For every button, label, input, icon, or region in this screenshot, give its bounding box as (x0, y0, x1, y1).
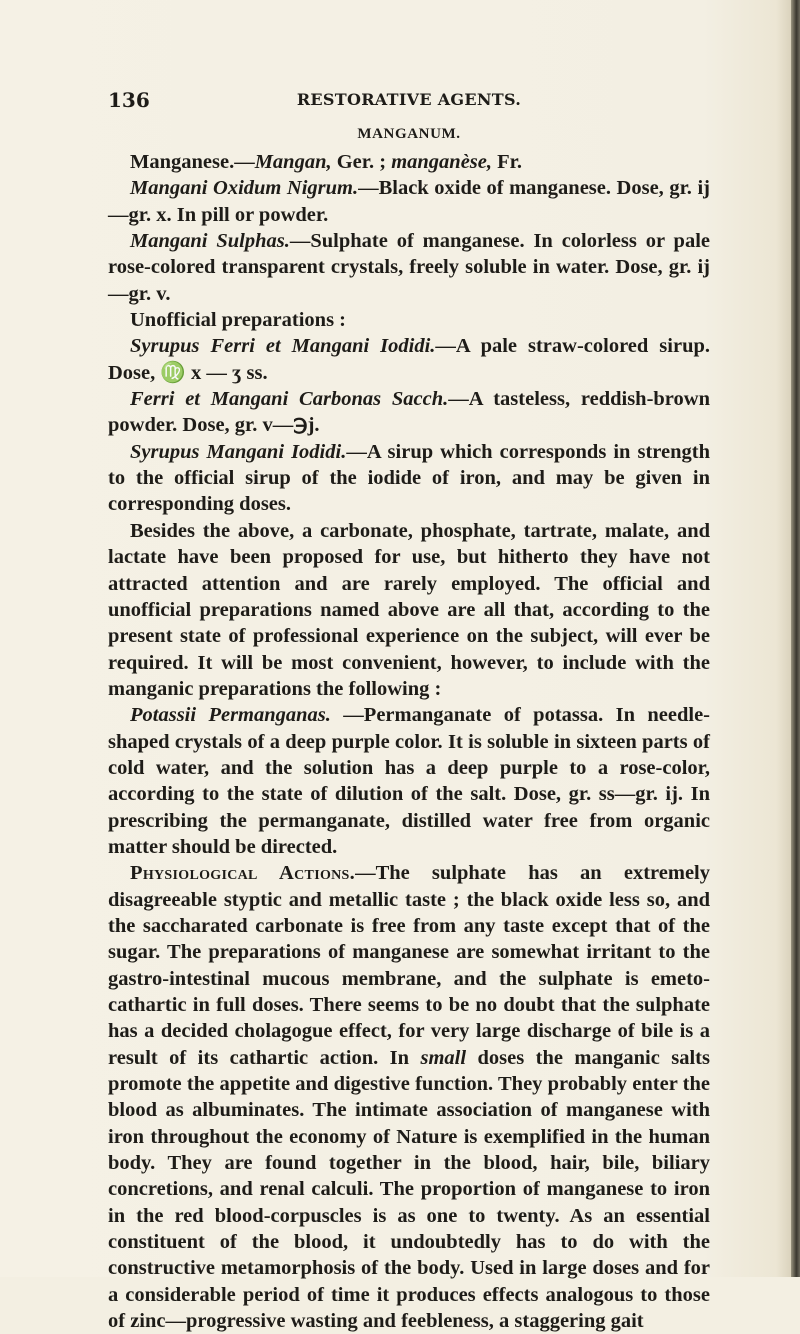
paragraph (108, 439, 710, 518)
italic-term: small (420, 1046, 467, 1069)
section-heading-run: Physiological Actions. (130, 862, 356, 885)
text-run: —A tasteless, reddish-brown powder. Dose, gr. v—℈j. (108, 388, 710, 437)
text-run: —Permanganate of potassa. In needle-shaped crystals of a deep purple color. It is soluble in sixteen parts of cold water, and the solution has a deep purple to a rose-color, according to the state of dilution of the salt. Dose, gr. ss—gr. ij. In prescribing the permanganate, distilled water free from organic matter should be directed. (108, 704, 710, 858)
paragraph (108, 175, 710, 228)
italic-term: Mangani Oxidum Nigrum. (130, 177, 359, 200)
paragraph-list (108, 149, 710, 1334)
italic-term: Ferri et Mangani Carbonas Sacch. (130, 388, 449, 411)
running-head: RESTORATIVE AGENTS. (296, 90, 522, 109)
paragraph (108, 860, 710, 1334)
paragraph (108, 149, 710, 175)
text-run: —The sulphate has an extremely disagreeable styptic and metallic taste ; the black oxide less so, and the saccharated carbonate is free from any taste except that of the sugar. The preparations of manganese are somewhat irritant to the gastro-intestinal mucous membrane, and the sulphate is emeto-cathartic in full doses. There seems to be no doubt that the sulphate has a decided cholagogue effect, for very large discharge of bile is a result of its cathartic action. In (108, 862, 710, 1069)
text-run: Fr. (492, 151, 523, 173)
paragraph (108, 702, 710, 860)
text-run: Ger. ; (331, 151, 392, 173)
page-body (108, 124, 710, 1334)
text-run: —Black oxide of manganese. Dose, gr. ij—gr. x. In pill or powder. (108, 177, 710, 226)
paragraph (108, 333, 710, 386)
italic-term: Syrupus Ferri et Mangani Iodidi. (130, 335, 436, 358)
italic-term: Mangani Sulphas. (130, 230, 290, 253)
page-edge (791, 0, 800, 1277)
page-number: 136 (108, 88, 150, 112)
text-run: —A pale straw-colored sirup. Dose, ♍ x — ʒ ss. (108, 335, 710, 384)
text-run: — (234, 151, 255, 173)
text-run: Manganese. (130, 151, 235, 173)
paragraph (108, 228, 710, 307)
text-run: —A sirup which corresponds in strength to the official sirup of the iodide of iron, and may be given in corresponding doses. (108, 440, 710, 516)
section-title: MANGANUM. (357, 126, 461, 142)
italic-term: Mangan, (254, 151, 332, 173)
text-run: —Sulphate of manganese. In colorless or pale rose-colored transparent crystals, freely soluble in water. Dose, gr. ij—gr. v. (108, 230, 710, 305)
italic-term: manganèse, (391, 151, 493, 173)
paragraph (108, 518, 710, 702)
italic-term: Syrupus Mangani Iodidi. (130, 440, 347, 463)
text-run: doses the manganic salts promote the appetite and digestive function. They probably enter the blood as albuminates. The intimate association of manganese with iron throughout the economy of Nature is exemplified in the human body. They are found together in the blood, hair, bile, biliary concretions, and renal calculi. The proportion of manganese to iron in the red blood-corpuscles is as one to twenty. As an essential constituent of the blood, it undoubtedly has to do with the constructive metamorphosis of the body. Used in large doses and for a considerable period of time it produces effects analogous to those of zinc—progressive wasting and feebleness, a staggering gait (108, 1046, 710, 1333)
paragraph (108, 307, 710, 333)
page-header (108, 88, 710, 112)
text-run: Unofficial preparations : (130, 309, 347, 332)
italic-term: Potassii Permanganas. (130, 704, 331, 727)
text-run: Besides the above, a carbonate, phosphate, tartrate, malate, and lactate have been proposed for use, but hitherto they have not attracted attention and are rarely employed. The official and unofficial preparations named above are all that, according to the present state of professional experience on the subject, will ever be required. It will be most convenient, however, to include with the manganic preparations the following : (108, 519, 710, 700)
paragraph (108, 386, 710, 439)
